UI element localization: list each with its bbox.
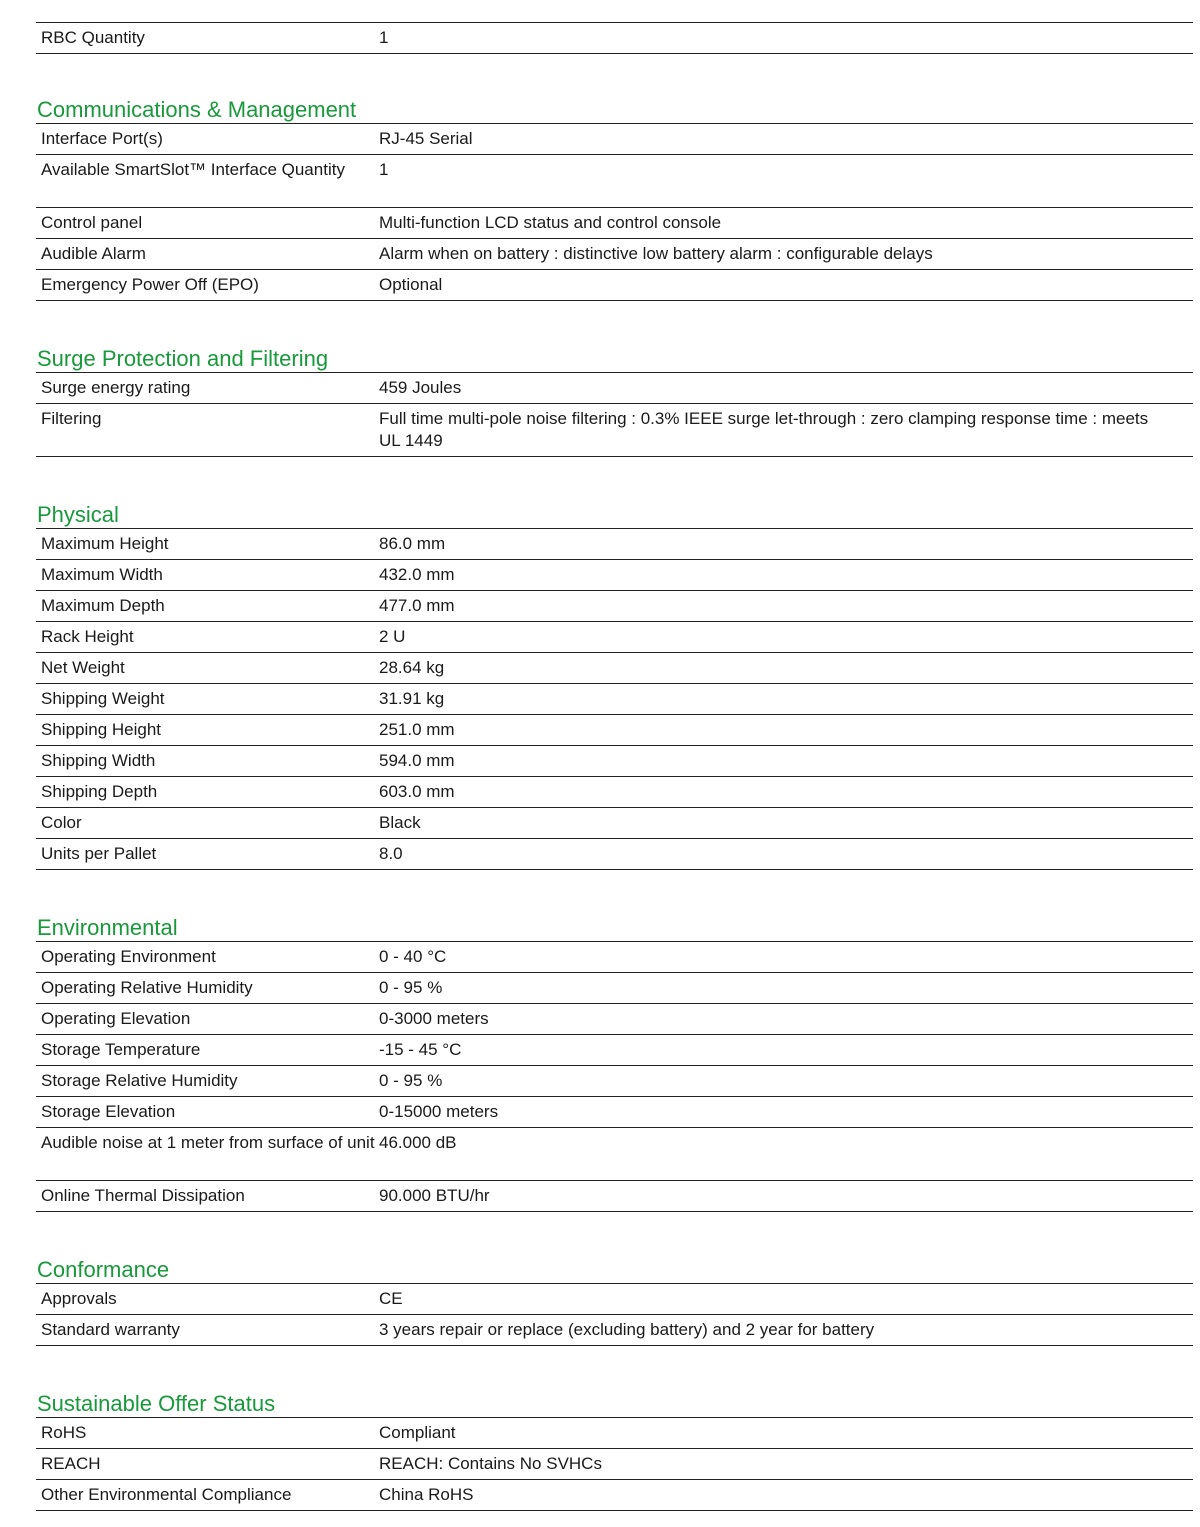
- spec-value: 2 U: [379, 627, 406, 646]
- table-row: [36, 684, 1193, 715]
- table-row: [36, 1284, 1193, 1315]
- spec-value: Full time multi-pole noise filtering : 0.3% IEEE surge let-through : zero clamping response time : meets UL 1449: [379, 409, 1149, 450]
- spec-label: Color: [41, 813, 82, 832]
- spec-value: CE: [379, 1289, 403, 1308]
- spec-value: -15 - 45 °C: [379, 1040, 462, 1059]
- spec-label: Maximum Width: [41, 565, 163, 584]
- spec-value: 432.0 mm: [379, 565, 455, 584]
- table-row: [36, 973, 1193, 1004]
- spec-label: Storage Elevation: [41, 1102, 176, 1121]
- spec-value: 28.64 kg: [379, 658, 445, 677]
- table-row: [36, 124, 1193, 155]
- spec-table: [36, 1417, 1193, 1511]
- section-surge-protection: [36, 346, 1193, 457]
- spec-label: Units per Pallet: [41, 844, 157, 863]
- spec-value: 0 - 40 °C: [379, 947, 447, 966]
- table-row: [36, 155, 1193, 208]
- table-row: [36, 839, 1193, 870]
- spec-value: RJ-45 Serial: [379, 129, 473, 148]
- table-row: [36, 1480, 1193, 1511]
- spec-label: Storage Temperature: [41, 1040, 201, 1059]
- table-row: [36, 404, 1193, 457]
- spec-label: Shipping Depth: [41, 782, 158, 801]
- spec-label: Online Thermal Dissipation: [41, 1186, 245, 1205]
- spec-label: Approvals: [41, 1289, 117, 1308]
- table-row: [36, 715, 1193, 746]
- spec-label: Control panel: [41, 213, 143, 232]
- table-row: [36, 239, 1193, 270]
- spec-label: Filtering: [41, 409, 102, 428]
- spec-value: 8.0: [379, 844, 403, 863]
- spec-value: REACH: Contains No SVHCs: [379, 1454, 602, 1473]
- spec-value: 459 Joules: [379, 378, 462, 397]
- table-row: [36, 1066, 1193, 1097]
- spec-value: 90.000 BTU/hr: [379, 1186, 490, 1205]
- spec-label: Surge energy rating: [41, 378, 191, 397]
- spec-label: Shipping Width: [41, 751, 156, 770]
- spec-table: [36, 372, 1193, 457]
- spec-label: Net Weight: [41, 658, 125, 677]
- table-row: [36, 942, 1193, 973]
- spec-label: Shipping Height: [41, 720, 162, 739]
- section-title: Sustainable Offer Status: [37, 1391, 276, 1416]
- spec-label: Audible Alarm: [41, 244, 146, 263]
- spec-value: Compliant: [379, 1423, 456, 1442]
- section-title: Conformance: [37, 1257, 170, 1282]
- table-row: [36, 529, 1193, 560]
- table-row: [36, 1097, 1193, 1128]
- spec-table: [36, 528, 1193, 870]
- section-physical: [36, 502, 1193, 870]
- section-battery-continued: [36, 22, 1193, 54]
- spec-label: Emergency Power Off (EPO): [41, 275, 259, 294]
- section-title: Surge Protection and Filtering: [37, 346, 329, 371]
- spec-label: Operating Relative Humidity: [41, 978, 253, 997]
- spec-value: Multi-function LCD status and control console: [379, 213, 722, 232]
- spec-value: 603.0 mm: [379, 782, 455, 801]
- table-row: [36, 808, 1193, 839]
- section-communications-management: [36, 97, 1193, 301]
- table-row: [36, 560, 1193, 591]
- table-row: [36, 23, 1193, 54]
- table-row: [36, 1128, 1193, 1181]
- spec-value: China RoHS: [379, 1485, 474, 1504]
- table-row: [36, 270, 1193, 301]
- spec-value: 0-3000 meters: [379, 1009, 489, 1028]
- spec-value: 594.0 mm: [379, 751, 455, 770]
- spec-label: Rack Height: [41, 627, 134, 646]
- table-row: [36, 746, 1193, 777]
- spec-value: 86.0 mm: [379, 534, 446, 553]
- spec-table: [36, 1283, 1193, 1346]
- spec-label: Other Environmental Compliance: [41, 1485, 292, 1504]
- section-title: Communications & Management: [37, 97, 357, 122]
- table-row: [36, 373, 1193, 404]
- spec-label: Operating Environment: [41, 947, 216, 966]
- spec-label: RBC Quantity: [41, 28, 145, 47]
- spec-value: 46.000 dB: [379, 1133, 457, 1152]
- table-row: [36, 1181, 1193, 1212]
- spec-value: 251.0 mm: [379, 720, 455, 739]
- section-environmental: [36, 915, 1193, 1212]
- table-row: [36, 1315, 1193, 1346]
- spec-label: Interface Port(s): [41, 129, 163, 148]
- table-row: [36, 1035, 1193, 1066]
- spec-value: 1: [379, 28, 389, 47]
- spec-label: Maximum Depth: [41, 596, 165, 615]
- section-title: Environmental: [37, 915, 178, 940]
- spec-label: Storage Relative Humidity: [41, 1071, 238, 1090]
- spec-value: 0-15000 meters: [379, 1102, 499, 1121]
- table-row: [36, 653, 1193, 684]
- table-row: [36, 208, 1193, 239]
- spec-value: 0 - 95 %: [379, 1071, 443, 1090]
- table-row: [36, 591, 1193, 622]
- spec-table: [36, 22, 1193, 54]
- spec-value: Alarm when on battery : distinctive low battery alarm : configurable delays: [379, 244, 933, 263]
- spec-table: [36, 941, 1193, 1212]
- spec-label: RoHS: [41, 1423, 87, 1442]
- spec-value: 31.91 kg: [379, 689, 445, 708]
- spec-value: 0 - 95 %: [379, 978, 443, 997]
- spec-value: 477.0 mm: [379, 596, 455, 615]
- spec-label: Maximum Height: [41, 534, 169, 553]
- spec-value: Black: [379, 813, 421, 832]
- table-row: [36, 1418, 1193, 1449]
- spec-label: Shipping Weight: [41, 689, 165, 708]
- spec-value: Optional: [379, 275, 443, 294]
- spec-value: 1: [379, 160, 389, 179]
- table-row: [36, 1004, 1193, 1035]
- section-conformance: [36, 1257, 1193, 1346]
- table-row: [36, 1449, 1193, 1480]
- table-row: [36, 777, 1193, 808]
- section-title: Physical: [37, 502, 119, 527]
- spec-label: Available SmartSlot™ Interface Quantity: [41, 160, 345, 179]
- table-row: [36, 622, 1193, 653]
- section-sustainable-offer-status: [36, 1391, 1193, 1511]
- spec-label: Operating Elevation: [41, 1009, 191, 1028]
- spec-table: [36, 123, 1193, 301]
- spec-value: 3 years repair or replace (excluding battery) and 2 year for battery: [379, 1320, 875, 1339]
- spec-label: Standard warranty: [41, 1320, 180, 1339]
- spec-label: Audible noise at 1 meter from surface of unit: [41, 1133, 375, 1152]
- spec-label: REACH: [41, 1454, 101, 1473]
